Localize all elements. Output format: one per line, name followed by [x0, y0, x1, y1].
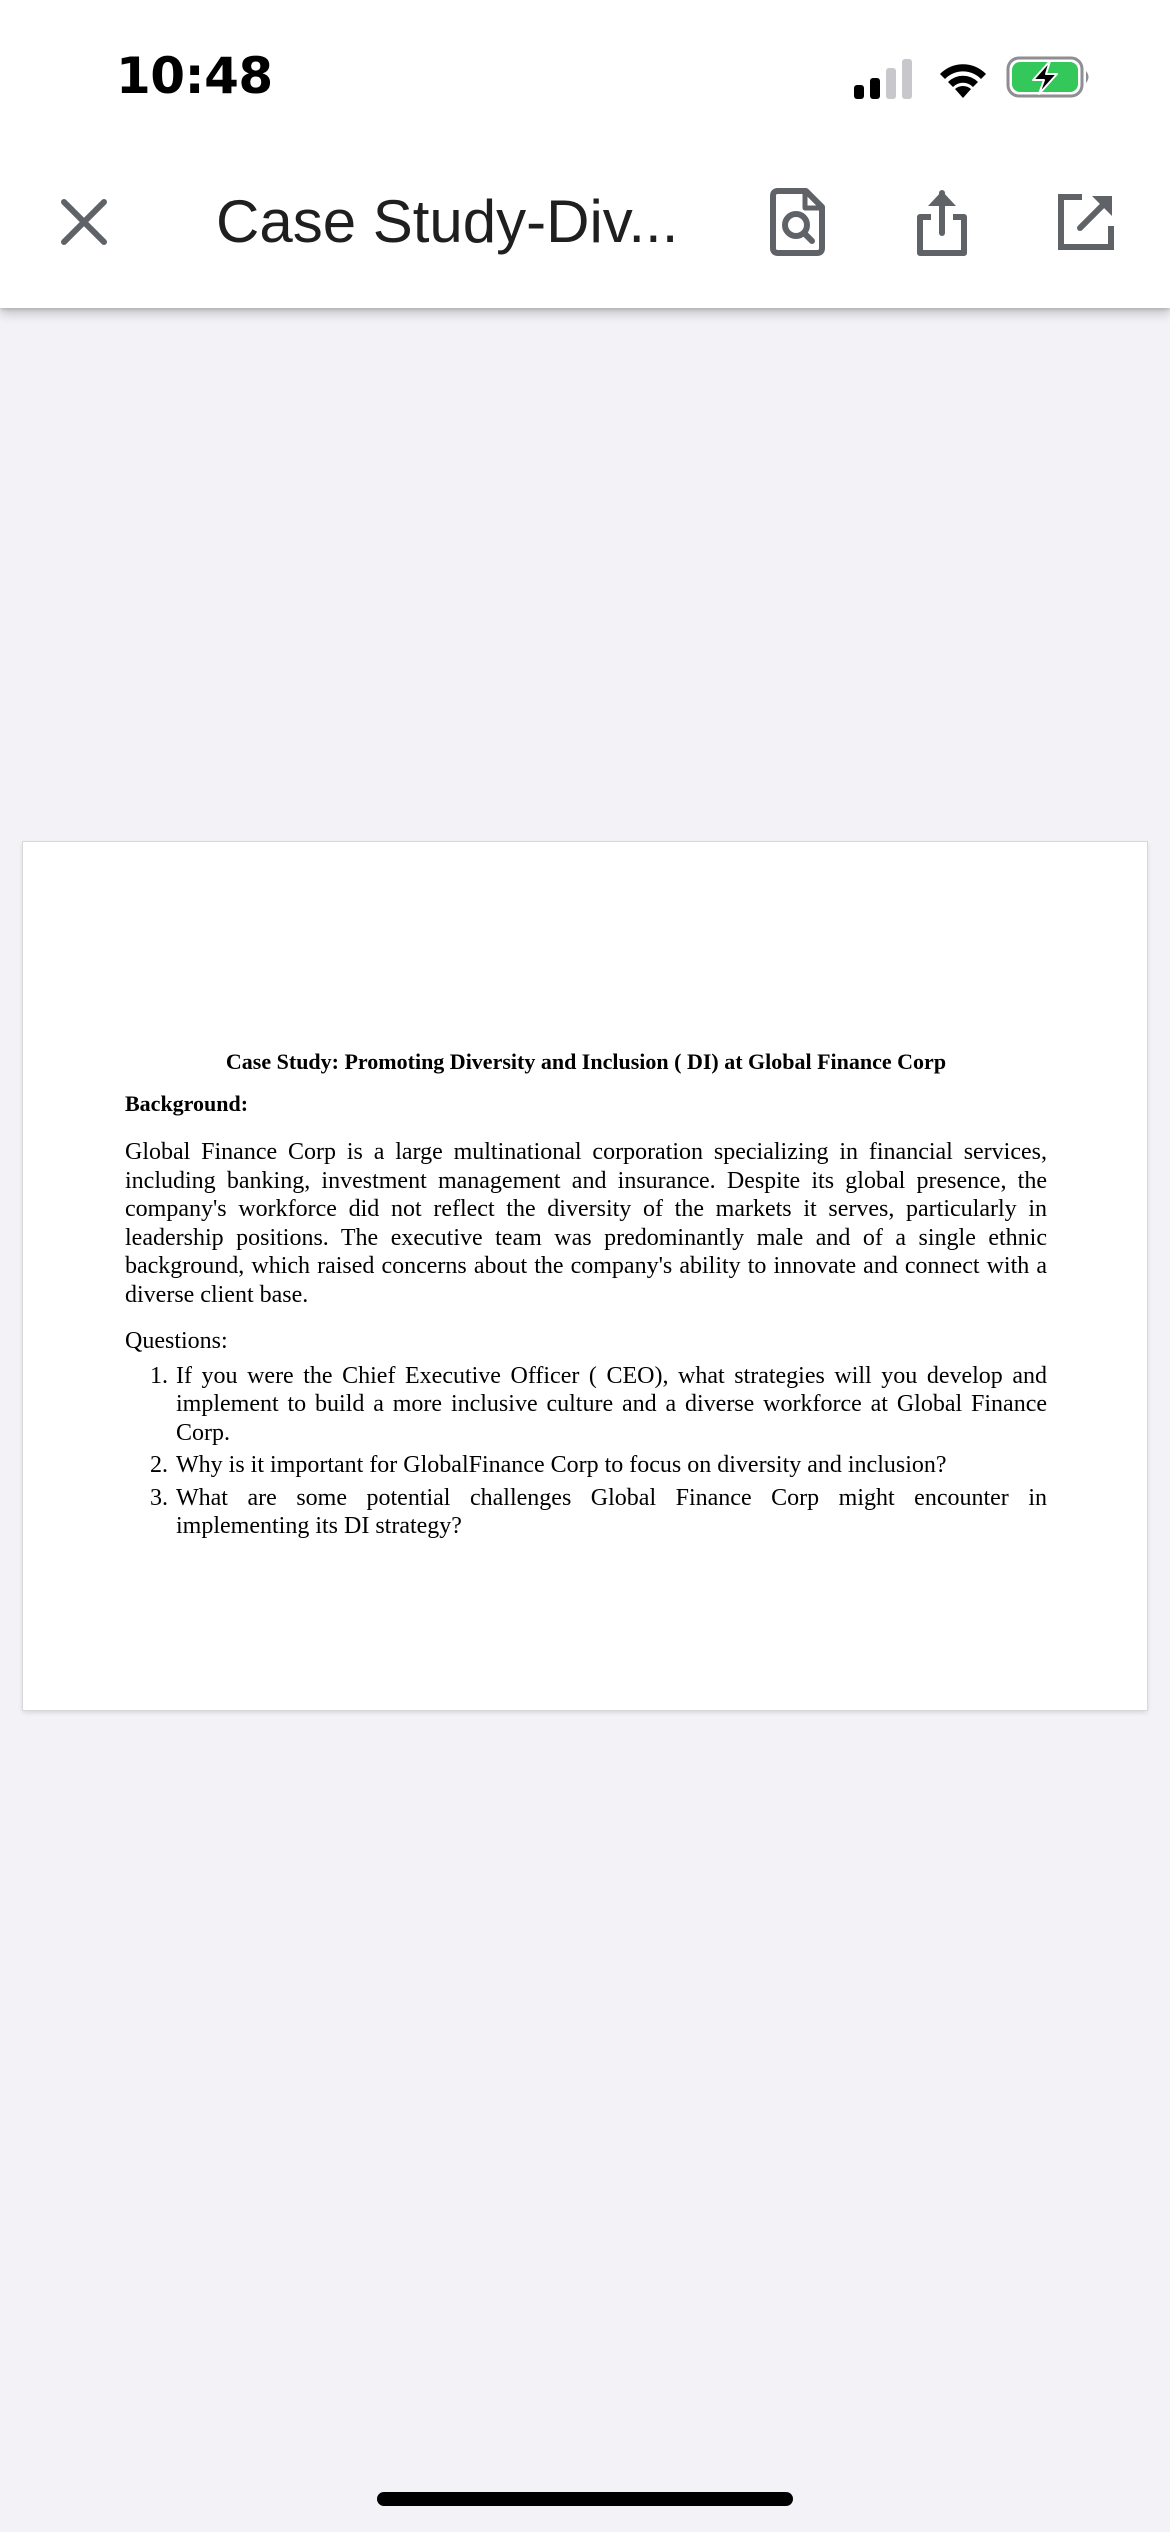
- home-indicator[interactable]: [377, 2492, 793, 2506]
- question-number: 1.: [150, 1362, 168, 1389]
- questions-list: [125, 1362, 1047, 1541]
- share-button[interactable]: [898, 178, 986, 266]
- close-icon: [58, 196, 110, 248]
- document-page[interactable]: [23, 842, 1147, 1710]
- question-number: 3.: [150, 1484, 168, 1511]
- top-chrome: [0, 0, 1170, 308]
- document-title: Case Study-Div...: [216, 188, 679, 255]
- cellular-signal-icon: [852, 54, 912, 100]
- document-heading: Case Study: Promoting Diversity and Inclusion ( DI) at Global Finance Corp: [225, 1049, 947, 1074]
- search-in-document-button[interactable]: [754, 178, 842, 266]
- background-label: Background:: [125, 1091, 249, 1116]
- question-item: [125, 1451, 1047, 1480]
- questions-label: Questions:: [125, 1328, 228, 1354]
- question-item: [125, 1362, 1047, 1448]
- question-text: If you were the Chief Executive Officer ( CEO), what strategies will you develop and implement to build a more inclusive culture and a diverse workforce at Global Finance Corp.: [176, 1362, 1047, 1446]
- question-number: 2.: [150, 1452, 168, 1478]
- question-item: [125, 1484, 1047, 1541]
- open-external-icon: [1056, 192, 1116, 252]
- document-content: [125, 1048, 1047, 1545]
- share-icon: [914, 187, 970, 257]
- close-button[interactable]: [40, 178, 128, 266]
- status-time: 10:48: [116, 47, 273, 105]
- battery-charging-icon: [1006, 54, 1092, 100]
- wifi-icon: [936, 54, 990, 100]
- question-text: What are some potential challenges Global Finance Corp might encounter in implementing its DI strategy?: [176, 1484, 1047, 1539]
- question-text: Why is it important for GlobalFinance Corp to focus on diversity and inclusion?: [176, 1452, 947, 1478]
- open-external-button[interactable]: [1042, 178, 1130, 266]
- document-search-icon: [770, 188, 826, 256]
- status-icons: [852, 54, 1092, 100]
- background-paragraph: Global Finance Corp is a large multinational corporation specializing in financial services, including banking, investment management and insurance. Despite its global presence, the company's workforce did not reflect the diversity of the markets it serves, particularly in leadership positions. The executive team was predominantly male and of a single ethnic background, which raised concerns about the company's ability to innovate and connect with a diverse client base.: [125, 1139, 1047, 1308]
